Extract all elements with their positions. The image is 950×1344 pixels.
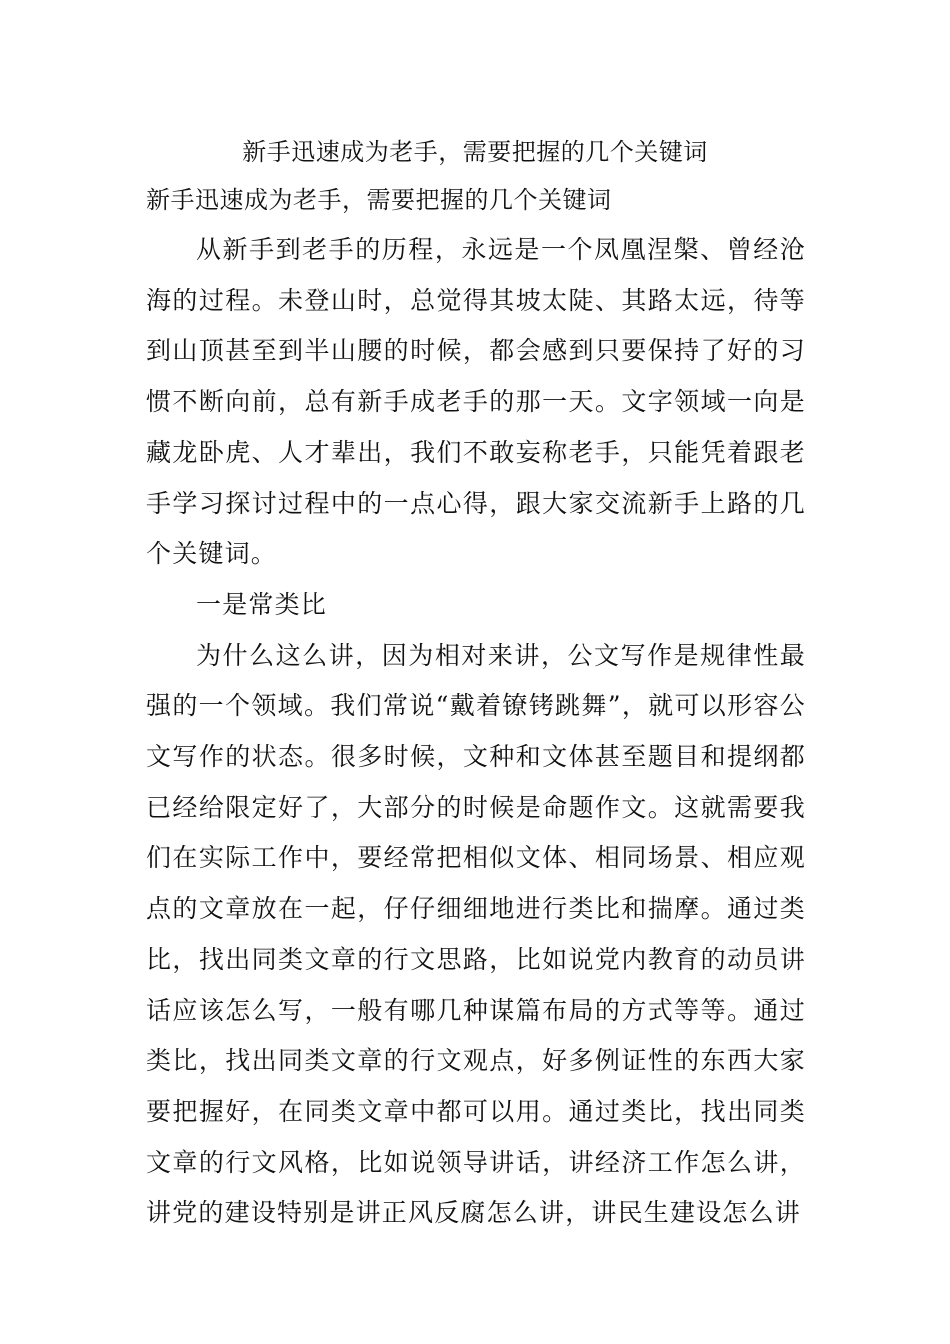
document-title: 新手迅速成为老手，需要把握的几个关键词 xyxy=(242,138,708,166)
document-subtitle: 新手迅速成为老手，需要把握的几个关键词 xyxy=(146,186,612,214)
paragraph-analogy: 为什么这么讲，因为相对来讲，公文写作是规律性最强的一个领域。我们常说“戴着镣铐跳舞”，就可以形容公文写作的状态。很多时候，文种和文体甚至题目和提纲都已经给限定好了，大部分的时候是命题作文。这就需要我们在实际工作中，要经常把相似文体、相同场景、相应观点的文章放在一起，仔仔细细地进行类比和揣摩。通过类比，找出同类文章的行文思路，比如说党内教育的动员讲话应该怎么写，一般有哪几种谋篇布局的方式等等。通过类比，找出同类文章的行文观点，好多例证性的东西大家要把握好，在同类文章中都可以用。通过类比，找出同类文章的行文风格，比如说领导讲话，讲经济工作怎么讲，讲党的建设特别是讲正风反腐怎么讲，讲民生建设怎么讲 xyxy=(146,640,806,1228)
section-heading: 一是常类比 xyxy=(196,589,328,619)
paragraph-intro: 从新手到老手的历程，永远是一个凤凰涅槃、曾经沧海的过程。未登山时，总觉得其坡太陡、其路太远，待等到山顶甚至到半山腰的时候，都会感到只要保持了好的习惯不断向前，总有新手成老手的那一天。文字领域一向是藏龙卧虎、人才辈出，我们不敢妄称老手，只能凭着跟老手学习探讨过程中的一点心得，跟大家交流新手上路的几个关键词。 xyxy=(146,235,806,569)
document-body xyxy=(146,225,806,1239)
